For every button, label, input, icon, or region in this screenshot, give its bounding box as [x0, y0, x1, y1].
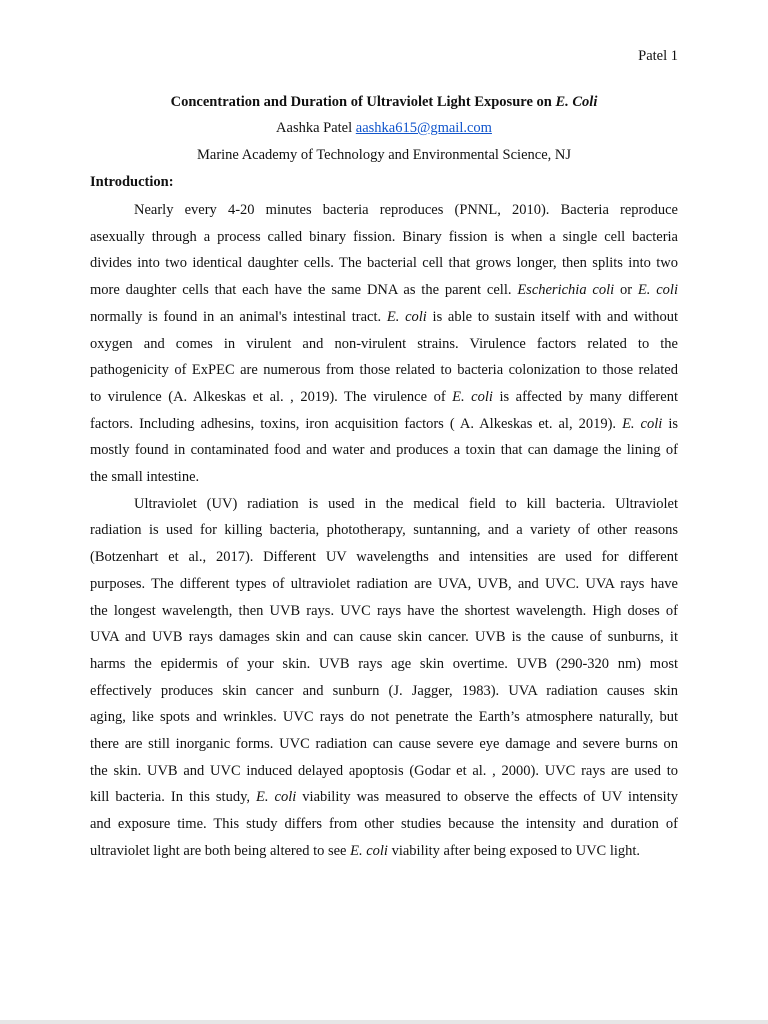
affiliation: Marine Academy of Technology and Environmental Science, NJ [197, 147, 571, 163]
text-line: radiation is used for killing bacteria, phototherapy, suntanning, and a variety of other reasons [90, 522, 678, 539]
section-heading-introduction: Introduction: [90, 174, 174, 190]
text-line [90, 384, 678, 411]
text-line: Ultraviolet (UV) radiation is used in the medical field to kill bacteria. Ultraviolet [134, 495, 678, 512]
text-run: viability after being exposed to UVC light. [387, 842, 641, 859]
paragraph-2 [90, 491, 678, 865]
paper-title-text: Concentration and Duration of Ultraviolet Light Exposure on [170, 94, 556, 110]
text-run: normally is found in an animal's intestinal tract. [90, 308, 387, 325]
text-line: UVA and UVB rays damages skin and can cause skin cancer. UVB is the cause of sunburns, it [90, 629, 678, 646]
text-run: ultraviolet light are both being altered to see [90, 842, 351, 859]
text-run: is [662, 415, 679, 432]
text-line: oxygen and comes in virulent and non-virulent strains. Virulence factors related to the [90, 335, 678, 352]
title-block [90, 92, 678, 165]
italic-term: Escherichia coli [517, 282, 615, 299]
page-bottom-edge [0, 1020, 768, 1024]
author-line [90, 118, 678, 138]
text-line: harms the epidermis of your skin. UVB rays age skin overtime. UVB (290-320 nm) most [90, 655, 678, 672]
text-line: (Botzenhart et al., 2017). Different UV wavelengths and intensities are used for different [90, 549, 678, 566]
author-name: Aashka Patel [276, 120, 356, 136]
italic-term: E. coli [350, 842, 388, 859]
text-line [90, 838, 678, 865]
body-text [90, 197, 678, 865]
author-email-link[interactable]: aashka615@gmail.com [355, 120, 492, 136]
paper-title-italic: E. Coli [555, 94, 598, 110]
italic-term: E. coli [622, 415, 663, 432]
page-header-label: Patel 1 [638, 48, 678, 64]
text-line: Nearly every 4-20 minutes bacteria reproduces (PNNL, 2010). Bacteria reproduce [134, 202, 678, 218]
italic-term: E. coli [256, 789, 297, 806]
text-line: asexually through a process called binary fission. Binary fission is when a single cell bacteria [90, 228, 678, 245]
paragraph-1 [90, 197, 678, 491]
text-line [90, 784, 678, 811]
italic-term: E. coli [386, 308, 427, 325]
text-line: the skin. UVB and UVC induced delayed apoptosis (Godar et al. , 2000). UVC rays are used to [90, 762, 678, 779]
text-line: effectively produces skin cancer and sunburn (J. Jagger, 1983). UVA radiation causes skin [90, 682, 678, 699]
text-run: or [614, 282, 638, 299]
text-line: divides into two identical daughter cells. The bacterial cell that grows longer, then splits into two [90, 255, 678, 272]
text-run: is able to sustain itself with and without [426, 308, 678, 325]
text-line [90, 277, 678, 304]
text-line: aging, like spots and wrinkles. UVC rays do not penetrate the Earth’s atmosphere naturally, but [90, 709, 678, 726]
text-run: factors. Including adhesins, toxins, iron acquisition factors ( A. Alkeskas et. al, 2019). [90, 415, 623, 432]
text-line: pathogenicity of ExPEC are numerous from those related to bacteria colonization to those related [90, 362, 678, 379]
text-run: to virulence (A. Alkeskas et al. , 2019). The virulence of [90, 388, 453, 405]
italic-term: E. coli [452, 388, 493, 405]
text-run: more daughter cells that each have the same DNA as the parent cell. [90, 282, 518, 299]
text-line [90, 304, 678, 331]
text-line: purposes. The different types of ultraviolet radiation are UVA, UVB, and UVC. UVA rays have [90, 575, 678, 592]
text-line: mostly found in contaminated food and water and produces a toxin that can damage the lining of [90, 442, 678, 459]
paper-title [90, 92, 678, 112]
text-line: the longest wavelength, then UVB rays. UVC rays have the shortest wavelength. High doses of [90, 602, 678, 619]
text-line: and exposure time. This study differs from other studies because the intensity and duration of [90, 816, 678, 833]
text-run: kill bacteria. In this study, [90, 789, 257, 806]
text-run: is affected by many different [492, 388, 678, 405]
text-line [90, 411, 678, 438]
italic-term: E. coli [637, 282, 678, 299]
text-run: viability was measured to observe the effects of UV intensity [296, 789, 678, 806]
text-line: the small intestine. [90, 469, 200, 486]
text-line: there are still inorganic forms. UVC radiation can cause severe eye damage and severe burns on [90, 736, 678, 753]
